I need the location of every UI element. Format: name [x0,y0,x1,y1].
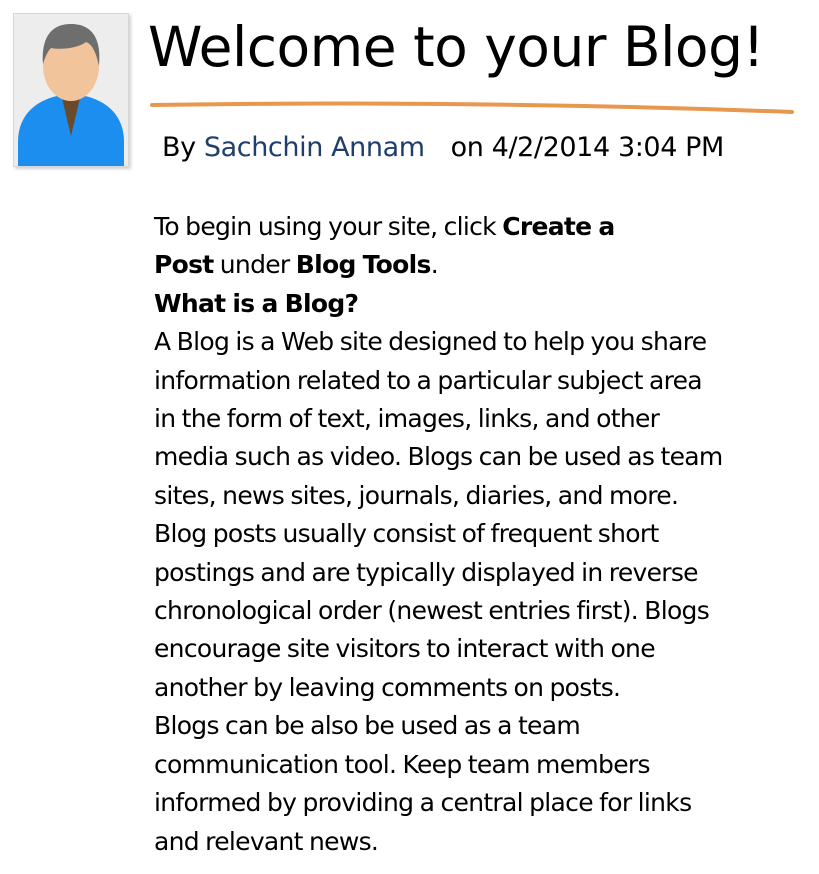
section-heading [154,285,794,323]
author-link[interactable]: Sachchin Annam [203,132,425,163]
body-line: A Blog is a Web site designed to help you share [154,327,707,357]
section-heading-text: What is a Blog? [154,288,359,318]
intro-period: . [430,250,438,280]
body-line: Blogs can be also be used as a team [154,711,580,741]
user-avatar-icon [14,14,128,166]
title-underline [152,99,792,113]
post-time: 3:04 PM [617,132,724,163]
intro-under: under [213,250,296,280]
byline-by-label: By [162,132,196,163]
post-body [154,208,794,861]
body-line: sites, news sites, journals, diaries, and more. [154,480,679,510]
body-line: and relevant news. [154,826,379,856]
body-line: encourage site visitors to interact with one [154,634,655,664]
body-line: informed by providing a central place for links [154,788,692,818]
body-line: media such as video. Blogs can be used as team [154,442,723,472]
page-title: Welcome to your Blog! [148,15,765,79]
intro-text: To begin using your site, click [154,212,503,241]
post-byline [162,128,724,168]
intro-bold-blog-tools: Blog Tools [295,250,431,280]
body-line: chronological order (newest entries first). Blogs [154,596,710,626]
intro-line-2 [154,246,794,284]
intro-line-1 [154,208,794,246]
intro-bold-post: Post [154,250,214,280]
body-line: another by leaving comments on posts. [154,672,621,702]
byline-on-label: on [450,132,484,163]
body-line: communication tool. Keep team members [154,749,650,779]
body-line: Blog posts usually consist of frequent short [154,519,659,549]
body-line: information related to a particular subject area [154,365,702,395]
body-line: in the form of text, images, links, and other [154,404,660,434]
post-date: 4/2/2014 [491,132,610,163]
intro-bold-create: Create a [502,212,615,241]
author-avatar[interactable] [13,13,129,167]
body-line: postings and are typically displayed in reverse [154,557,698,587]
